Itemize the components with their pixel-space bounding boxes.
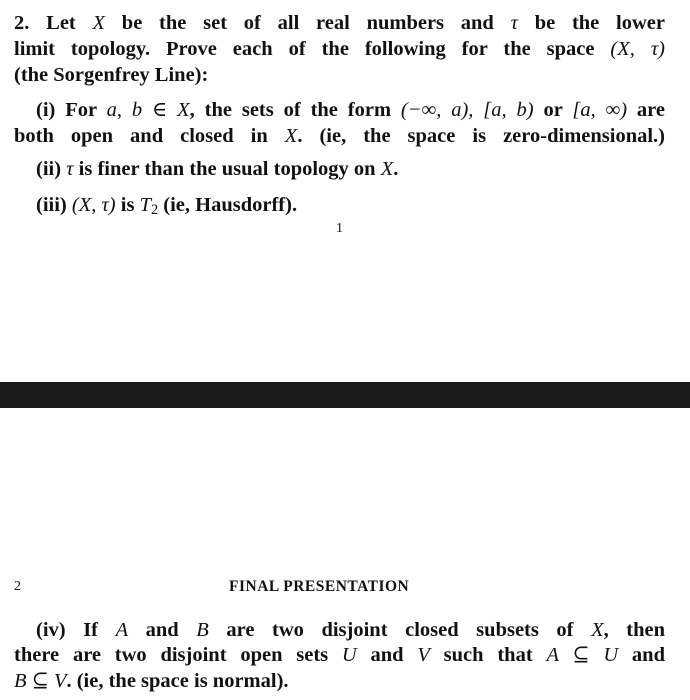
part-i-line-2: both open and closed in X. (ie, the space is zero-dimensional.) (14, 125, 665, 147)
page-number-2: 2 (14, 579, 21, 594)
problem-number: 2. (14, 12, 30, 34)
part-iv-line-2: there are two disjoint open sets U and V such that A ⊆ U and (14, 644, 665, 666)
page-number-1: 1 (336, 221, 343, 236)
part-iv-label: (iv) (36, 619, 66, 641)
part-ii: (ii) τ is finer than the usual topology on X. (36, 158, 399, 180)
page-divider (0, 382, 690, 408)
part-ii-label: (ii) (36, 158, 62, 180)
problem-intro-line-1: 2. Let X be the set of all real numbers and τ be the lower (14, 12, 665, 34)
problem-intro-line-2: limit topology. Prove each of the following for the space (X, τ) (14, 38, 665, 60)
part-iii-label: (iii) (36, 194, 67, 216)
part-iv-line-1: (iv) If A and B are two disjoint closed subsets of X, then (36, 619, 666, 641)
page-2 (0, 408, 690, 700)
problem-intro-line-3: (the Sorgenfrey Line): (14, 64, 209, 86)
part-i-line-1: (i) For a, b ∈ X, the sets of the form (−∞, a), [a, b) or [a, ∞) are (36, 99, 666, 121)
part-i-label: (i) (36, 99, 56, 121)
part-iii: (iii) (X, τ) is $T_2$ (ie, Hausdorff). (36, 194, 298, 218)
part-iv-line-3: B ⊆ V. (ie, the space is normal). (14, 670, 289, 692)
running-head: FINAL PRESENTATION (229, 578, 410, 595)
